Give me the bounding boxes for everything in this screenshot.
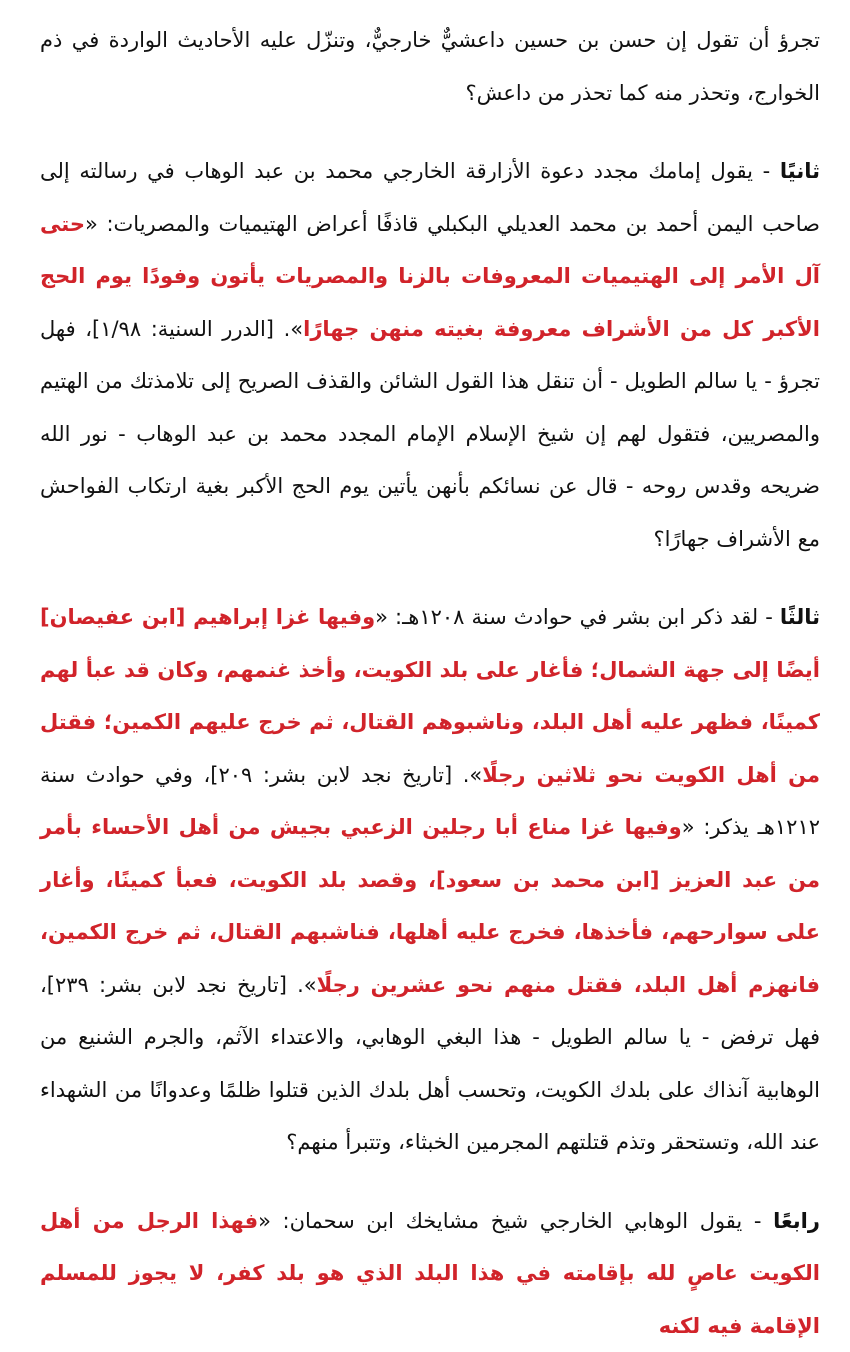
document-page [40,14,820,1352]
quoted-text: حتى آل الأمر إلى الهتيميات المعروفات بالزنا والمصريات يأتون وفودًا يوم الحج الأكبر كل من الأشراف معروفة بغيته منهن جهارًا [40,212,820,341]
quoted-text: وفيها غزا مناع أبا رجلين الزعبي بجيش من أهل الأحساء بأمر من عبد العزيز [ابن محمد بن سعود]، وقصد بلد الكويت، فعبأ كمينًا، وأغار على سوارحهم، فأخذها، فخرج عليه أهلها، فناشبهم القتال، ثم خرج الكمين، فانهزم أهل البلد، فقتل منهم نحو عشرين رجلًا [40,815,820,997]
paragraph-fourth [40,1195,820,1352]
section-heading-third: ثالثًا [780,605,820,629]
paragraph-gap [40,565,820,591]
paragraph-second [40,145,820,565]
body-text: - لقد ذكر ابن بشر في حوادث سنة ١٢٠٨هـ: « [375,605,780,629]
quoted-text: فهذا الرجل من أهل الكويت عاصٍ لله بإقامته في هذا البلد الذي هو بلد كفر، لا يجوز للمسلم الإقامة فيه لكنه [40,1209,820,1338]
section-heading-second: ثانيًا [780,159,820,183]
body-text: تجرؤ أن تقول إن حسن بن حسين داعشيٌّ خارجيٌّ، وتنزّل عليه الأحاديث الواردة في ذم الخوارج، وتحذر منه كما تحذر من داعش؟ [40,28,820,105]
paragraph-gap [40,1169,820,1195]
body-text: - يقول إمامك مجدد دعوة الأزارقة الخارجي محمد بن عبد الوهاب في رسالته إلى صاحب اليمن أحمد بن محمد العديلي البكبلي قاذفًا أعراض الهتيميات والمصريات: « [40,159,820,236]
paragraph-third [40,591,820,1169]
body-text: ». [تاريخ نجد لابن بشر: ٢٠٩]، وفي حوادث سنة ١٢١٢هـ يذكر: « [40,763,820,840]
body-text: - يقول الوهابي الخارجي شيخ مشايخك ابن سحمان: « [258,1209,773,1233]
section-heading-fourth: رابعًا [773,1209,820,1233]
quoted-text: وفيها غزا إبراهيم [ابن عفيصان] أيضًا إلى جهة الشمال؛ فأغار على بلد الكويت، وأخذ غنمهم، وكان قد عبأ لهم كمينًا، فظهر عليه أهل البلد، وناشبوهم القتال، ثم خرج عليهم الكمين؛ فقتل من أهل الكويت نحو ثلاثين رجلًا [40,605,820,787]
paragraph-gap [40,119,820,145]
paragraph-intro [40,14,820,119]
body-text: ». [الدرر السنية: ١/٩٨]، فهل تجرؤ - يا سالم الطويل - أن تنقل هذا القول الشائن والقذف الصريح إلى تلامذتك من الهتيم والمصريين، فتقول لهم إن شيخ الإسلام الإمام المجدد محمد بن عبد الوهاب - نور الله ضريحه وقدس روحه - قال عن نسائكم بأنهن يأتين يوم الحج الأكبر بغية ارتكاب الفواحش مع الأشراف جهارًا؟ [40,317,820,551]
body-text: ». [تاريخ نجد لابن بشر: ٢٣٩]، فهل ترفض - يا سالم الطويل - هذا البغي الوهابي، والاعتداء الآثم، والجرم الشنيع من الوهابية آنذاك على بلدك الكويت، وتحسب أهل بلدك الذين قتلوا ظلمًا وعدوانًا من الشهداء عند الله، وتستحقر وتذم قتلتهم المجرمين الخبثاء، وتتبرأ منهم؟ [40,973,820,1155]
